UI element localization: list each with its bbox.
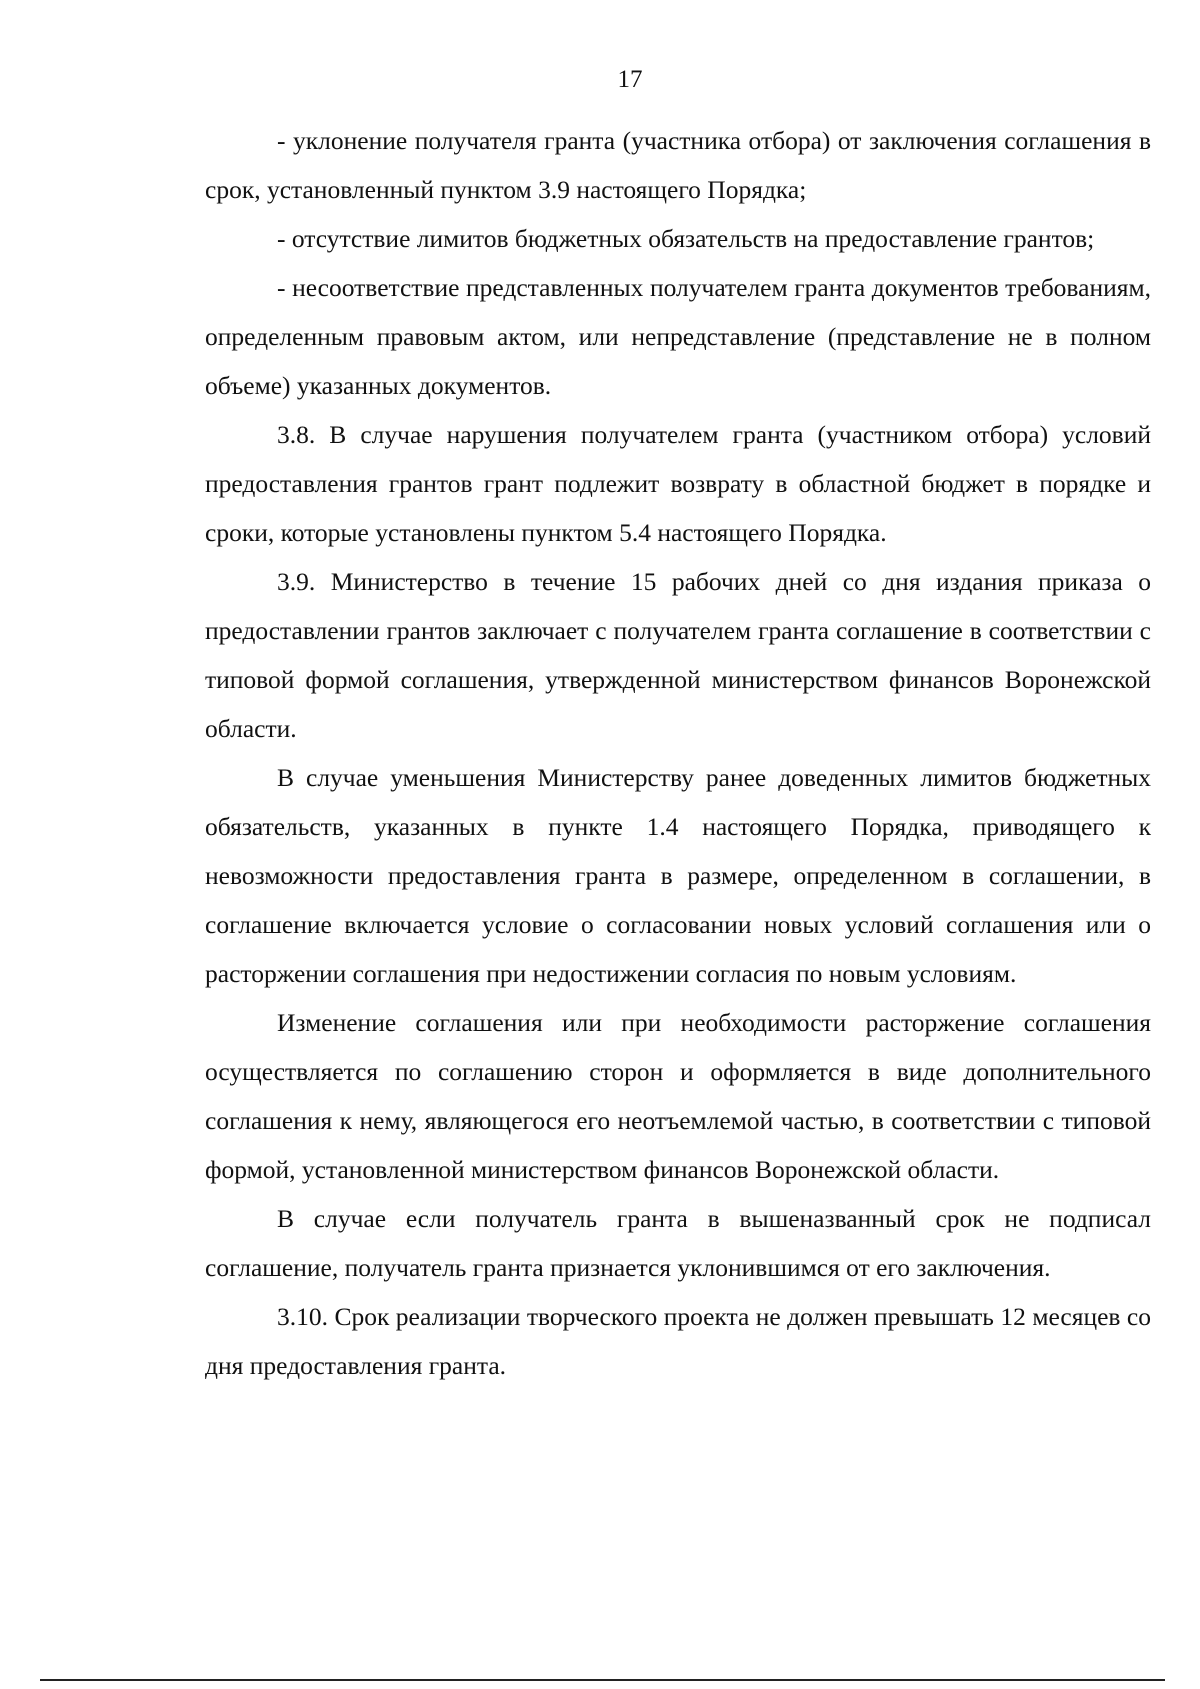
paragraph-noncompliance: - несоответствие представленных получателем гранта документов требованиям, определенным правовым актом, или непредставление (представление не в полном объеме) указанных документов. — [205, 273, 1151, 400]
paragraph-no-limits: - отсутствие лимитов бюджетных обязательств на предоставление грантов; — [277, 224, 1095, 253]
paragraph-3-10: 3.10. Срок реализации творческого проекта не должен превышать 12 месяцев со дня предоставления гранта. — [205, 1302, 1151, 1380]
paragraph-3-9: 3.9. Министерство в течение 15 рабочих дней со дня издания приказа о предоставлении грантов заключает с получателем гранта соглашение в соответствии с типовой формой соглашения, утвержденной министерством финансов Воронежской области. — [205, 567, 1151, 743]
paragraph-limit-reduction: В случае уменьшения Министерству ранее доведенных лимитов бюджетных обязательств, указанных в пункте 1.4 настоящего Порядка, приводящего к невозможности предоставления гранта в размере, определенном в соглашении, в соглашение включается условие о согласовании новых условий соглашения или о расторжении соглашения при недостижении согласия по новым условиям. — [205, 763, 1151, 988]
page-number: 17 — [617, 66, 643, 93]
paragraph-evasion: - уклонение получателя гранта (участника отбора) от заключения соглашения в срок, установленный пунктом 3.9 настоящего Порядка; — [205, 126, 1151, 204]
paragraph-agreement-change: Изменение соглашения или при необходимости расторжение соглашения осуществляется по соглашению сторон и оформляется в виде дополнительного соглашения к нему, являющегося его неотъемлемой частью, в соответствии с типовой формой, установленной министерством финансов Воронежской области. — [205, 1008, 1151, 1184]
bottom-rule — [40, 1679, 1165, 1681]
document-body — [205, 116, 1151, 1390]
paragraph-3-8: 3.8. В случае нарушения получателем гранта (участником отбора) условий предоставления грантов грант подлежит возврату в областной бюджет в порядке и сроки, которые установлены пунктом 5.4 настоящего Порядка. — [205, 420, 1151, 547]
paragraph-unsigned-agreement: В случае если получатель гранта в вышеназванный срок не подписал соглашение, получатель гранта признается уклонившимся от его заключения. — [205, 1204, 1151, 1282]
